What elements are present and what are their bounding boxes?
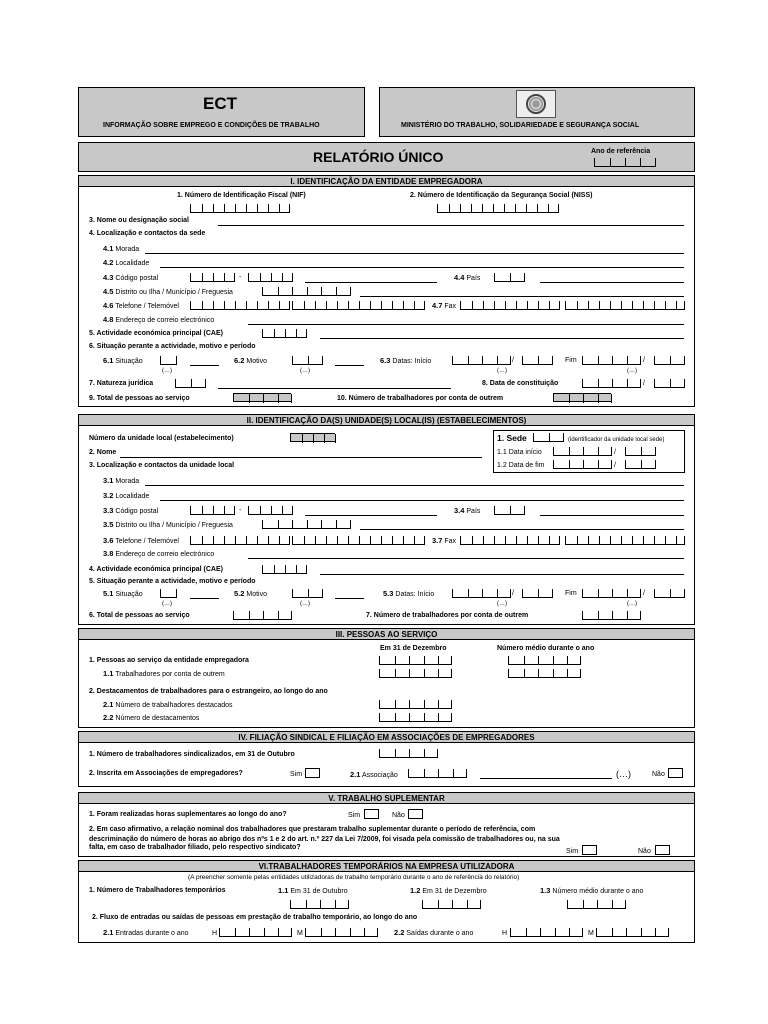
pais-label: 4.4 País <box>454 273 481 282</box>
telemovel-unidade-input[interactable] <box>292 536 424 545</box>
section-1-title: I. IDENTIFICAÇÃO DA ENTIDADE EMPREGADORA <box>79 176 694 187</box>
motivo-62-label: 6.2 Motivo <box>234 356 268 365</box>
associacoes-nao-label: Não <box>652 771 665 778</box>
entradas-label: 2.1 Entradas durante o ano <box>103 928 189 937</box>
sindicalizados-label: 1. Número de trabalhadores sindicalizados, em 31 de Outubro <box>89 751 295 758</box>
ministry-name: MINISTÉRIO DO TRABALHO, SOLIDARIEDADE E SEGURANÇA SOCIAL <box>401 122 640 129</box>
numero-medio-label: 1.3 Número médio durante o ano <box>540 886 644 895</box>
fim-63-slash: / <box>643 357 645 364</box>
inicio-63-slash: / <box>512 357 514 364</box>
situacao-51-label: 5.1 Situação <box>103 589 143 598</box>
telefone-unidade-input[interactable] <box>190 536 289 545</box>
codigo-postal-unidade-dash: - <box>239 507 242 514</box>
inicio-53-slash: / <box>512 590 514 597</box>
motivo-52-input[interactable] <box>292 589 322 598</box>
associacao-desc-input[interactable] <box>480 778 612 779</box>
section-6-title: VI.TRABALHADORES TEMPORÁRIOS NA EMPRESA UTILIZADORA <box>79 861 694 872</box>
telefone-input[interactable] <box>190 301 289 310</box>
codigo-postal-desc-input[interactable] <box>305 282 437 283</box>
pessoas-servico-dez-input[interactable] <box>379 656 451 665</box>
codigo-postal-input-1[interactable] <box>190 273 234 282</box>
unidade-local-input[interactable] <box>290 433 335 442</box>
total-pessoas-unidade-input[interactable] <box>233 611 291 620</box>
em-31-dezembro-header: Em 31 de Dezembro <box>380 645 447 652</box>
nif-label: 1. Número de Identificação Fiscal (NIF) <box>177 192 306 199</box>
fim-63-dots: (…) <box>627 368 637 374</box>
data-constituicao-input[interactable] <box>582 379 640 388</box>
data-constituicao-month-input[interactable] <box>654 379 684 388</box>
fim-53-label: Fim <box>565 590 577 597</box>
sindicalizados-input[interactable] <box>379 749 437 758</box>
data-constituicao-label: 8. Data de constituição <box>482 380 559 387</box>
destacamentos-label: 2. Destacamentos de trabalhadores para o estrangeiro, ao longo do ano <box>89 688 328 695</box>
associacoes-label: 2. Inscrita em Associações de empregadores? <box>89 770 243 777</box>
situacao-51-dots: (…) <box>162 601 172 607</box>
horas-sim-checkbox[interactable] <box>364 809 379 819</box>
email-input[interactable] <box>248 324 684 325</box>
fim-53-input[interactable] <box>582 589 640 598</box>
saidas-h-input[interactable] <box>510 928 582 937</box>
saidas-h-label: H <box>502 930 508 937</box>
data-inicio-slash: / <box>614 449 616 456</box>
fim-53-slash: / <box>643 590 645 597</box>
cae-desc-input[interactable] <box>320 338 684 339</box>
em-31-dezembro-input[interactable] <box>422 900 480 909</box>
horas-nao-checkbox[interactable] <box>408 809 423 819</box>
niss-input[interactable] <box>437 204 558 213</box>
cae-input[interactable] <box>262 329 306 338</box>
codigo-postal-label: 4.3 Código postal <box>103 273 159 282</box>
codigo-postal-input-2[interactable] <box>248 273 292 282</box>
inicio-63-input[interactable] <box>452 356 510 365</box>
data-inicio-input[interactable] <box>553 447 611 456</box>
motivo-62-input[interactable] <box>292 356 322 365</box>
data-inicio-label: 1.1 Data início <box>497 449 542 456</box>
fim-63-month-input[interactable] <box>654 356 684 365</box>
fax-unidade-input-2[interactable] <box>565 536 684 545</box>
associacoes-nao-checkbox[interactable] <box>668 768 683 778</box>
fim-63-input[interactable] <box>582 356 640 365</box>
situacao-61-dots: (…) <box>162 368 172 374</box>
fim-63-label: Fim <box>565 357 577 364</box>
data-fim-month-input[interactable] <box>625 460 655 469</box>
inicio-53-dots: (…) <box>497 601 507 607</box>
cae-unidade-input[interactable] <box>262 565 306 574</box>
morada-unidade-input[interactable] <box>145 485 684 486</box>
pais-unidade-code-input[interactable] <box>494 506 524 515</box>
section-3-title: III. PESSOAS AO SERVIÇO <box>79 629 694 640</box>
distrito-unidade-input[interactable] <box>262 520 350 529</box>
email-label: 4.8 Endereço de correio electrónico <box>103 315 215 324</box>
associacoes-sim-checkbox[interactable] <box>305 768 320 778</box>
trabalhadores-outrem-dez-input[interactable] <box>379 669 451 678</box>
report-title: RELATÓRIO ÚNICO <box>313 149 444 165</box>
motivo-52-desc-input[interactable] <box>335 598 364 599</box>
localizacao-unidade-label: 3. Localização e contactos da unidade local <box>89 462 235 469</box>
ano-referencia-input[interactable] <box>594 158 655 167</box>
inicio-63-dots: (…) <box>497 368 507 374</box>
visada-sim-checkbox[interactable] <box>582 845 597 855</box>
distrito-unidade-label: 3.5 Distrito ou Ilha / Município / Freguesia <box>103 520 233 529</box>
fax-unidade-label: 3.7 Fax <box>432 536 457 545</box>
visada-nao-checkbox[interactable] <box>655 845 670 855</box>
saidas-m-label: M <box>588 930 594 937</box>
fluxo-label: 2. Fluxo de entradas ou saídas de pessoas em prestação de trabalho temporário, ao longo do ano <box>92 914 418 921</box>
associacao-code-input[interactable] <box>408 769 466 778</box>
email-unidade-input[interactable] <box>248 558 684 559</box>
pais-input[interactable] <box>540 282 684 283</box>
relacao-nominal-line-1: 2. Em caso afirmativo, a relação nominal dos trabalhadores que prestaram trabalho suplementar durante o período de referência, com <box>89 826 536 833</box>
relacao-nominal-line-2: descriminação do número de horas ao abrigo dos nºs 1 e 2 do art. n.º 227 da Lei 7/2009, foi visada pela comissão de trabalhadores ou, na sua <box>89 836 560 843</box>
entradas-h-input[interactable] <box>219 928 291 937</box>
associacoes-sim-label: Sim <box>290 771 303 778</box>
total-pessoas-label: 9. Total de pessoas ao serviço <box>89 395 190 402</box>
section-2-title: II. IDENTIFICAÇÃO DA(S) UNIDADE(S) LOCAL(IS) (ESTABELECIMENTOS) <box>79 415 694 426</box>
natureza-juridica-desc-input[interactable] <box>218 388 451 389</box>
niss-label: 2. Número de Identificação da Segurança Social (NISS) <box>410 192 593 199</box>
natureza-juridica-label: 7. Natureza jurídica <box>89 380 154 387</box>
data-inicio-month-input[interactable] <box>625 447 655 456</box>
localidade-unidade-label: 3.2 Localidade <box>103 491 150 500</box>
pais-unidade-label: 3.4 País <box>454 506 481 515</box>
unidade-local-label: Número da unidade local (estabelecimento) <box>89 435 234 442</box>
coat-of-arms-icon <box>526 94 546 114</box>
total-pessoas-input[interactable] <box>233 393 291 402</box>
saidas-m-input[interactable] <box>596 928 668 937</box>
fim-53-month-input[interactable] <box>654 589 684 598</box>
sede-label: 1. Sede <box>497 433 527 443</box>
fim-53-dots: (…) <box>627 601 637 607</box>
horas-sim-label: Sim <box>348 812 361 819</box>
motivo-62-dots: (…) <box>300 368 310 374</box>
codigo-postal-unidade-label: 3.3 Código postal <box>103 506 159 515</box>
entradas-m-label: M <box>297 930 303 937</box>
localidade-label: 4.2 Localidade <box>103 258 150 267</box>
trabalhadores-outrem-unidade-input[interactable] <box>582 611 640 620</box>
situacao-51-desc-input[interactable] <box>190 598 219 599</box>
motivo-52-dots: (…) <box>300 601 310 607</box>
ect-subtitle: INFORMAÇÃO SOBRE EMPREGO E CONDIÇÕES DE TRABALHO <box>103 122 320 129</box>
situacao-51-input[interactable] <box>160 589 176 598</box>
nome-input[interactable] <box>218 225 684 226</box>
distrito-input[interactable] <box>262 287 350 296</box>
ect-header-box <box>78 87 365 137</box>
ect-title: ECT <box>203 94 237 113</box>
horas-nao-label: Não <box>392 812 405 819</box>
relacao-nominal-line-3: falta, em caso de trabalhador filiado, pelo respectivo sindicato? <box>89 844 301 851</box>
nome-unidade-input[interactable] <box>120 457 482 458</box>
numero-medio-input[interactable] <box>567 900 625 909</box>
natureza-juridica-input[interactable] <box>175 379 205 388</box>
fax-input-2[interactable] <box>565 301 684 310</box>
trabalhadores-outrem-label: 10. Número de trabalhadores por conta de outrem <box>337 395 504 402</box>
codigo-postal-unidade-desc-input[interactable] <box>305 515 437 516</box>
data-constituicao-slash: / <box>643 380 645 387</box>
em-31-outubro-input[interactable] <box>290 900 348 909</box>
motivo-62-desc-input[interactable] <box>335 365 364 366</box>
associacao-21-label: 2.1 Associação <box>350 770 398 779</box>
nome-unidade-label: 2. Nome <box>89 449 117 456</box>
nif-input[interactable] <box>190 204 289 213</box>
trabalhadores-destacados-input[interactable] <box>379 700 451 709</box>
entradas-m-input[interactable] <box>305 928 377 937</box>
sede-identificador-hint: (identificador da unidade local sede) <box>568 437 665 443</box>
associacao-dots: (…) <box>616 769 631 779</box>
data-fim-slash: / <box>614 462 616 469</box>
distrito-unidade-desc-input[interactable] <box>360 529 684 530</box>
section-5-title: V. TRABALHO SUPLEMENTAR <box>79 793 694 804</box>
situacao-61-label: 6.1 Situação <box>103 356 143 365</box>
pais-code-input[interactable] <box>494 273 524 282</box>
situacao-61-desc-input[interactable] <box>190 365 219 366</box>
morada-input[interactable] <box>145 253 684 254</box>
telefone-label: 4.6 Telefone / Telemóvel <box>103 301 179 310</box>
ano-referencia-label: Ano de referência <box>591 148 651 155</box>
em-31-outubro-label: 1.1 Em 31 de Outubro <box>278 886 348 895</box>
pais-unidade-input[interactable] <box>540 515 684 516</box>
codigo-postal-dash: - <box>239 274 242 281</box>
morada-label: 4.1 Morada <box>103 244 140 253</box>
temporarios-label: 1. Número de Trabalhadores temporários <box>89 887 226 894</box>
fax-unidade-input[interactable] <box>460 536 559 545</box>
cae-label: 5. Actividade económica principal (CAE) <box>89 330 223 337</box>
nome-label: 3. Nome ou designação social <box>89 217 189 224</box>
localizacao-label: 4. Localização e contactos da sede <box>89 230 206 237</box>
total-pessoas-unidade-label: 6. Total de pessoas ao serviço <box>89 612 190 619</box>
trabalhadores-destacados-label: 2.1 Número de trabalhadores destacados <box>103 700 233 709</box>
trabalhadores-outrem-input[interactable] <box>553 393 611 402</box>
report-title-box <box>78 142 695 172</box>
telemovel-input[interactable] <box>292 301 424 310</box>
localidade-unidade-input[interactable] <box>160 500 684 501</box>
horas-suplementares-label: 1. Foram realizadas horas suplementares ao longo do ano? <box>89 811 287 818</box>
inicio-53-input[interactable] <box>452 589 510 598</box>
codigo-postal-unidade-input-2[interactable] <box>248 506 292 515</box>
telefone-unidade-label: 3.6 Telefone / Telemóvel <box>103 536 179 545</box>
situacao-label: 6. Situação perante a actividade, motivo e período <box>89 343 256 350</box>
saidas-label: 2.2 Saídas durante o ano <box>394 928 474 937</box>
fax-input[interactable] <box>460 301 559 310</box>
numero-medio-header: Número médio durante o ano <box>497 645 595 652</box>
numero-destacamentos-input[interactable] <box>379 713 451 722</box>
morada-unidade-label: 3.1 Morada <box>103 476 140 485</box>
em-31-dezembro-label: 1.2 Em 31 de Dezembro <box>410 886 487 895</box>
data-fim-label: 1.2 Data de fim <box>497 462 545 469</box>
inicio-63-month-input[interactable] <box>522 356 552 365</box>
distrito-desc-input[interactable] <box>360 296 684 297</box>
numero-destacamentos-label: 2.2 Número de destacamentos <box>103 713 200 722</box>
data-fim-input[interactable] <box>553 460 611 469</box>
fax-label: 4.7 Fax <box>432 301 457 310</box>
email-unidade-label: 3.8 Endereço de correio electrónico <box>103 549 215 558</box>
datas-63-label: 6.3 Datas: Início <box>380 356 432 365</box>
section-4-title: IV. FILIAÇÃO SINDICAL E FILIAÇÃO EM ASSOCIAÇÕES DE EMPREGADORES <box>79 732 694 743</box>
ministry-logo <box>516 90 556 118</box>
visada-nao-label: Não <box>638 848 651 855</box>
cae-unidade-label: 4. Actividade económica principal (CAE) <box>89 566 223 573</box>
codigo-postal-unidade-input-1[interactable] <box>190 506 234 515</box>
localidade-input[interactable] <box>160 267 684 268</box>
trabalhadores-outrem-11-label: 1.1 Trabalhadores por conta de outrem <box>103 669 225 678</box>
sede-input[interactable] <box>533 433 563 442</box>
situacao-unidade-label: 5. Situação perante a actividade, motivo e período <box>89 578 256 585</box>
datas-53-label: 5.3 Datas: Início <box>383 589 435 598</box>
cae-unidade-desc-input[interactable] <box>320 574 684 575</box>
temporarios-subtitle: (A preencher somente pelas entidades utilizadoras de trabalho temporário durante o ano de referência do relatório) <box>188 874 520 881</box>
trabalhadores-outrem-medio-input[interactable] <box>508 669 580 678</box>
trabalhadores-outrem-unidade-label: 7. Número de trabalhadores por conta de outrem <box>366 612 529 619</box>
inicio-53-month-input[interactable] <box>522 589 552 598</box>
motivo-52-label: 5.2 Motivo <box>234 589 268 598</box>
pessoas-servico-medio-input[interactable] <box>508 656 580 665</box>
entradas-h-label: H <box>212 930 218 937</box>
distrito-label: 4.5 Distrito ou Ilha / Município / Freguesia <box>103 287 233 296</box>
visada-sim-label: Sim <box>566 848 579 855</box>
pessoas-servico-label: 1. Pessoas ao serviço da entidade empregadora <box>89 657 249 664</box>
situacao-61-input[interactable] <box>160 356 176 365</box>
